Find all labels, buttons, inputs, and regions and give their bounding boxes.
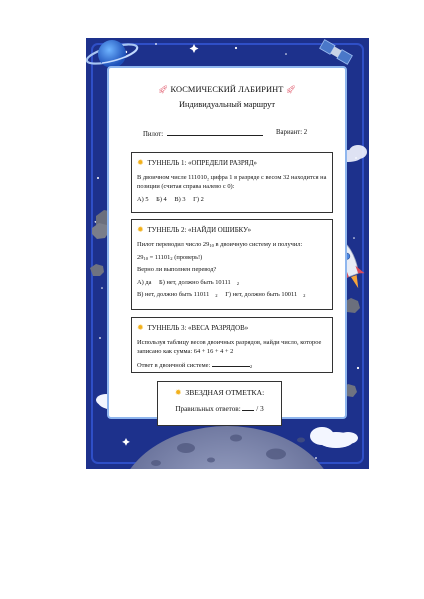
variant-label: Вариант: 2 (276, 129, 308, 136)
pilot-name-field[interactable] (167, 129, 263, 136)
tunnel-1-title-text: ТУННЕЛЬ 1: «ОПРЕДЕЛИ РАЗРЯД» (147, 160, 258, 167)
tunnel-3-question: Используя таблицу весов двоичных разрядов, найди число, которое записано как сумма: 64 + 16 + 4 + 2 (137, 339, 322, 356)
option-a[interactable]: А) да (137, 278, 152, 286)
answer-label: Ответ в двоичной системе: (137, 361, 212, 369)
pilot-label: Пилот: (143, 131, 164, 138)
tunnel-3-answer-row: Ответ в двоичной системе: $_2$ (137, 361, 253, 369)
sun-icon: ✹ (137, 158, 144, 167)
tunnel-2-question-3: Верно ли выполнен перевод? (137, 266, 217, 274)
option-d[interactable]: Г) нет, должно быть 10011 $_2$ (225, 291, 306, 299)
sun-icon: ✹ (137, 225, 144, 234)
tunnel-3-title (137, 322, 327, 334)
tunnel-2-title-text: ТУННЕЛЬ 2: «НАЙДИ ОШИБКУ» (147, 227, 252, 234)
score-field[interactable] (242, 404, 254, 411)
option-c[interactable]: В) нет, должно быть 11011 $_2$ (137, 291, 218, 299)
tunnel-2-question-1: Пилот переводил число $29_{10}$ в двоичную систему и получил: (137, 241, 303, 248)
score-title: ✹ ЗВЕЗДНАЯ ОТМЕТКА: (174, 388, 265, 397)
option-d[interactable]: Г) 2 (193, 195, 204, 203)
title-text: КОСМИЧЕСКИЙ ЛАБИРИНТ (170, 85, 284, 94)
page-title (107, 85, 347, 94)
score-row: Правильных ответов: / 3 (175, 405, 264, 413)
option-b[interactable]: Б) нет, должно быть 10111 $_2$ (159, 278, 240, 286)
tunnel-2-box (131, 219, 333, 310)
score-box (157, 381, 282, 426)
pilot-row (143, 129, 338, 138)
sun-icon: ✹ (174, 388, 182, 397)
tunnel-2-equation: $29_{10} = 11101_2$ (проверь!) (137, 253, 203, 261)
tunnel-1-title (137, 157, 327, 169)
tunnel-1-options (137, 195, 327, 204)
tunnel-2-options-row-1 (137, 278, 327, 288)
rocket-icon: 🚀︎ (285, 85, 296, 94)
option-a[interactable]: А) 5 (137, 195, 149, 203)
tunnel-3-box (131, 317, 333, 373)
rocket-icon: 🚀︎ (158, 85, 169, 94)
tunnel-1-question: В двоичном числе 111010₂ цифра 1 в разряде с весом 32 находится на позиции (считая справа налево с 0): (137, 174, 327, 191)
tunnel-2-options-row-2 (137, 290, 327, 300)
tunnel-2-title (137, 224, 327, 236)
tunnel-1-box (131, 152, 333, 213)
answer-field[interactable] (212, 360, 250, 367)
sun-icon: ✹ (137, 323, 144, 332)
tunnel-3-title-text: ТУННЕЛЬ 3: «ВЕСА РАЗРЯДОВ» (147, 325, 249, 332)
option-b[interactable]: Б) 4 (156, 195, 167, 203)
page-subtitle: Индивидуальный маршрут (178, 100, 276, 109)
option-c[interactable]: В) 3 (174, 195, 186, 203)
